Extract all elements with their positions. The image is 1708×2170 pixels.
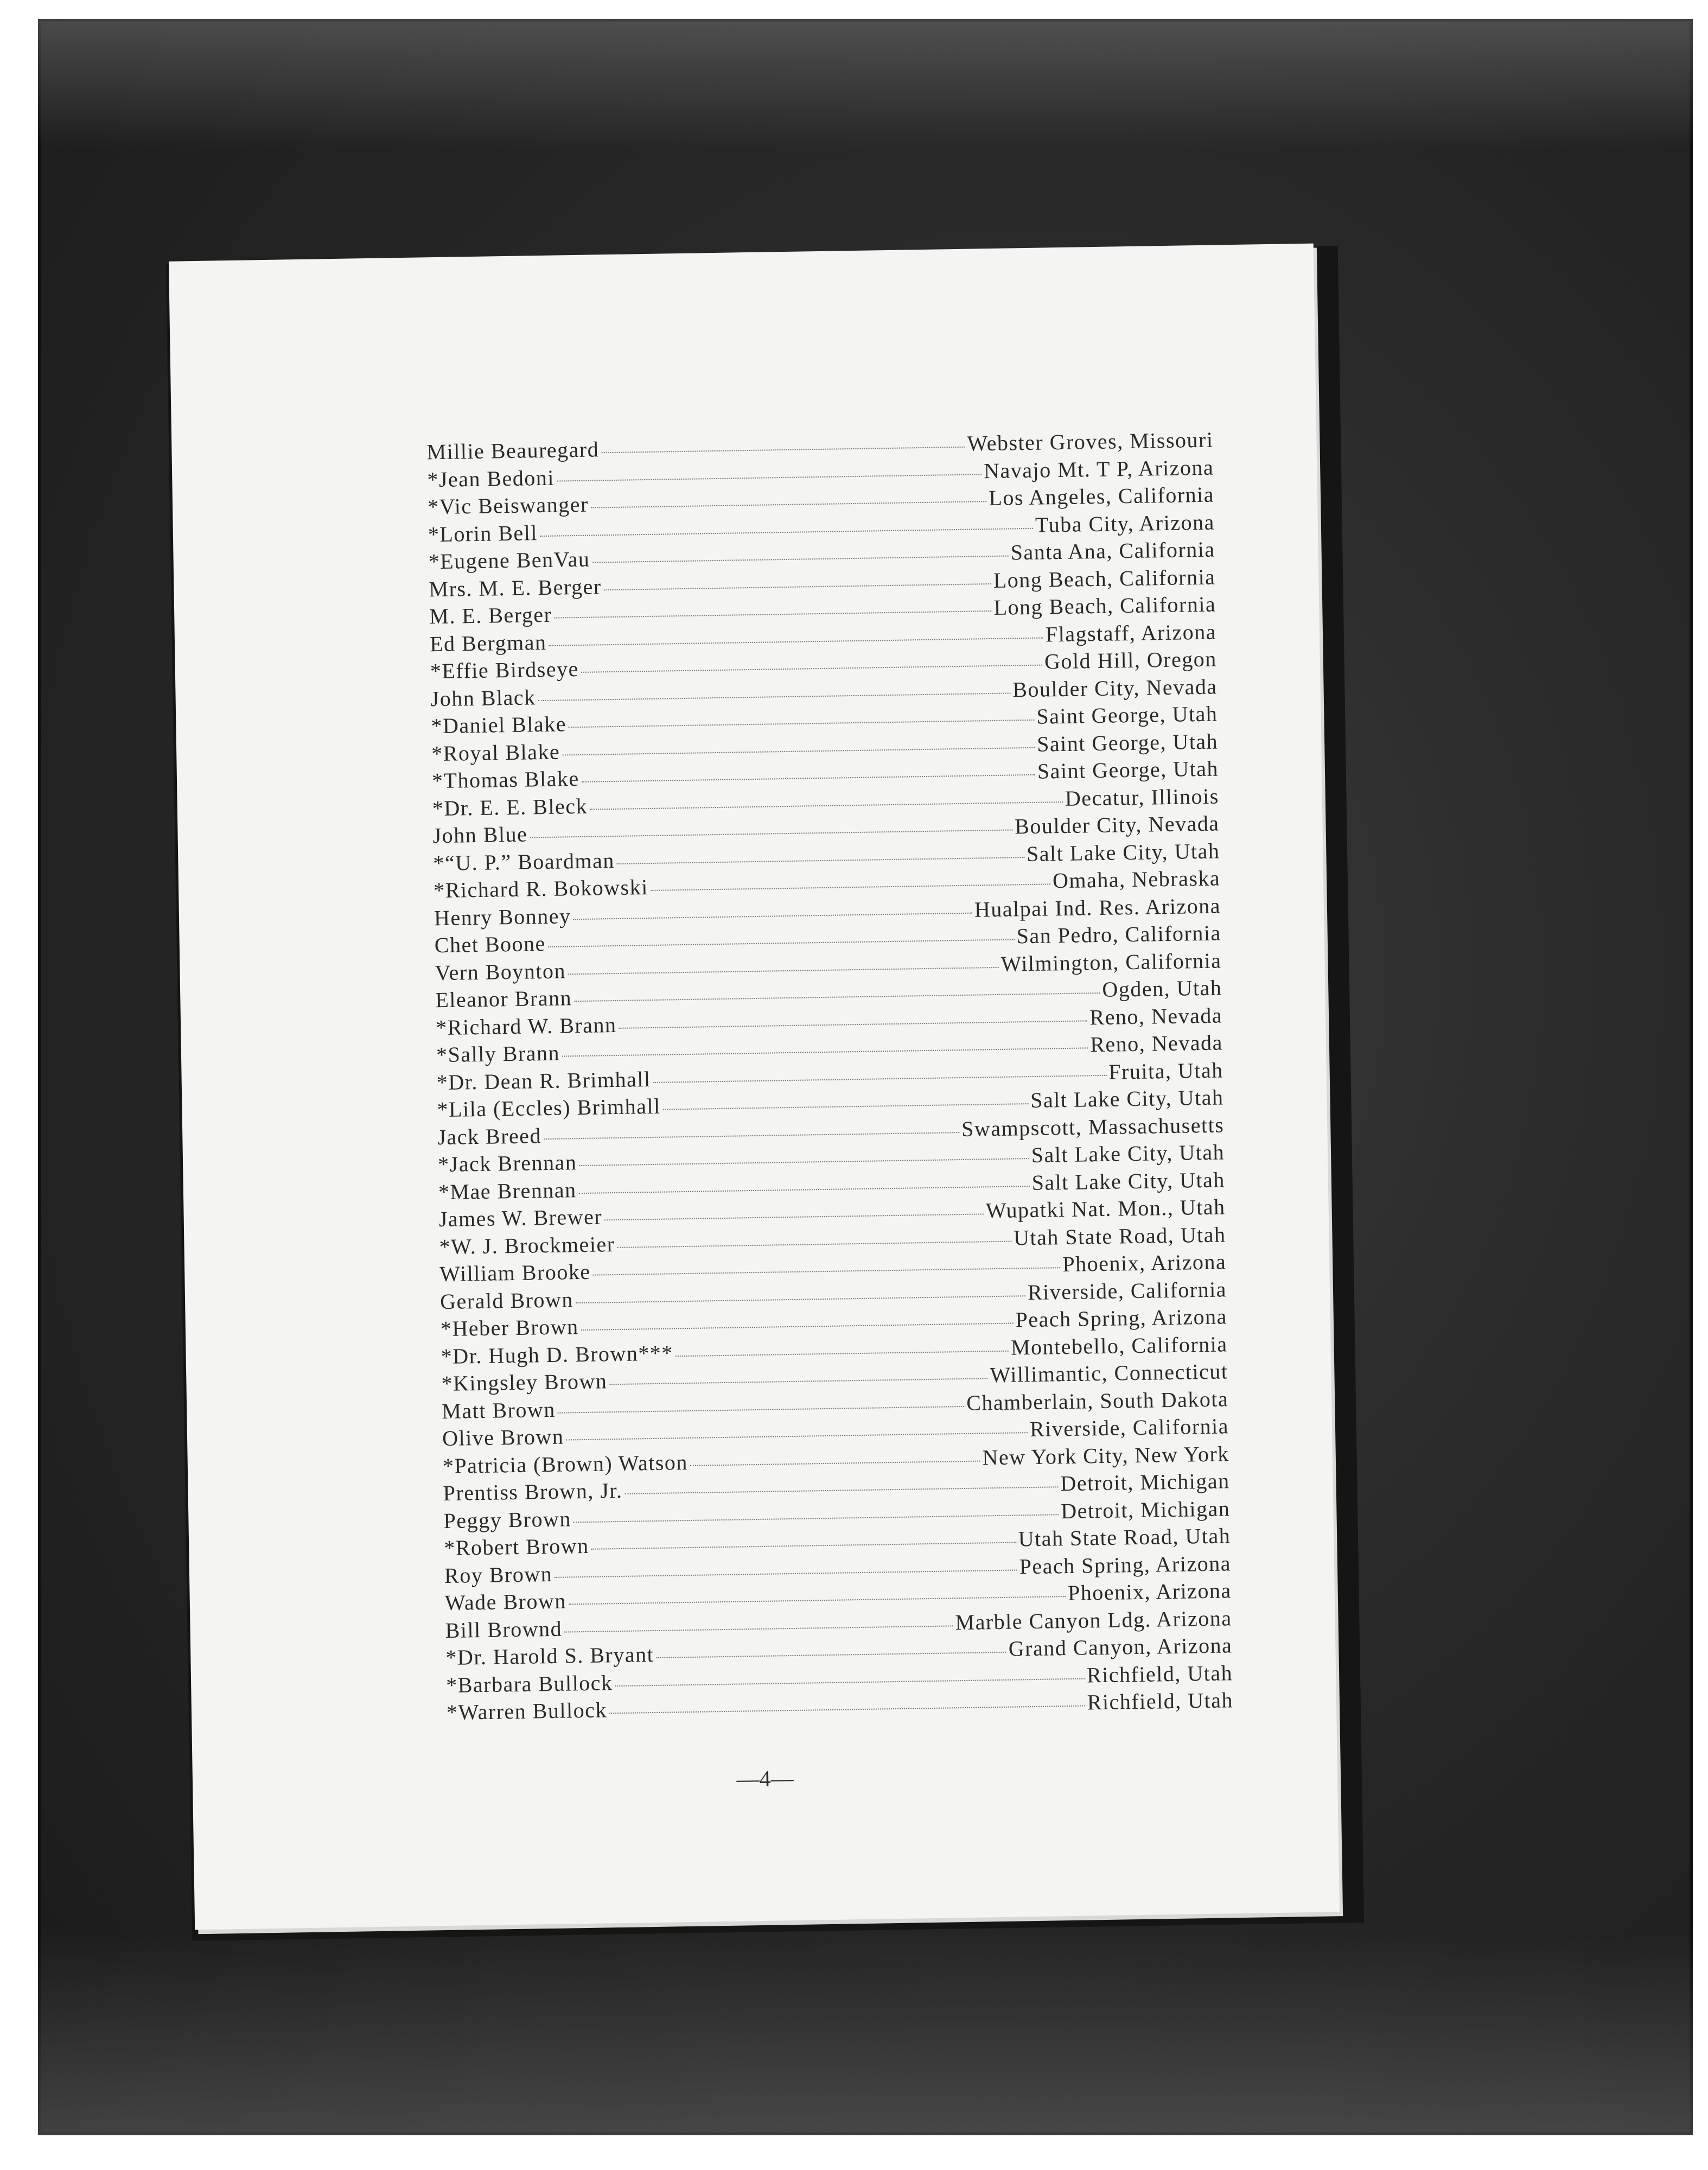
person-location: Utah State Road, Utah (1013, 1221, 1226, 1250)
person-location: Salt Lake City, Utah (1031, 1167, 1226, 1195)
person-name: *Royal Blake (431, 739, 560, 766)
person-location: Santa Ana, California (1010, 537, 1215, 565)
person-name: Eleanor Brann (435, 985, 572, 1013)
dot-leader (540, 527, 1033, 536)
dot-leader (573, 1514, 1059, 1523)
person-location: Grand Canyon, Arizona (1008, 1633, 1233, 1661)
dot-leader (617, 857, 1024, 864)
person-location: Phoenix, Arizona (1062, 1249, 1227, 1277)
person-location: Riverside, California (1029, 1414, 1229, 1442)
dot-leader (562, 747, 1035, 755)
dot-leader (549, 637, 1043, 646)
person-name: John Blue (432, 822, 528, 848)
dot-leader (619, 1020, 1087, 1029)
person-location: Gold Hill, Oregon (1044, 646, 1218, 674)
dot-leader (591, 1542, 1016, 1550)
person-location: Chamberlain, South Dakota (966, 1386, 1229, 1415)
person-location: Navajo Mt. T P, Arizona (983, 455, 1214, 483)
dot-leader (624, 1486, 1058, 1494)
person-name: *Daniel Blake (431, 711, 567, 739)
person-name: *Lila (Eccles) Brimhall (437, 1093, 661, 1122)
dot-leader (579, 1158, 1029, 1166)
dot-leader (544, 1132, 959, 1140)
dot-leader (581, 1323, 1014, 1331)
person-location: Montebello, California (1010, 1331, 1228, 1360)
person-name: Henry Bonney (434, 903, 571, 930)
person-name: *Jack Brennan (437, 1150, 577, 1177)
person-location: San Pedro, California (1016, 920, 1222, 949)
person-name: *“U. P.” Boardman (433, 848, 615, 875)
person-location: Webster Groves, Missouri (967, 427, 1214, 456)
dot-leader (609, 1378, 987, 1385)
dot-leader (617, 1240, 1012, 1248)
dot-leader (609, 1706, 1085, 1714)
person-name: *Eugene BenVau (428, 546, 590, 574)
person-name: *Richard W. Brann (435, 1012, 617, 1040)
person-location: Peach Spring, Arizona (1019, 1550, 1232, 1579)
person-location: Omaha, Nebraska (1052, 866, 1221, 893)
person-name: Vern Boynton (435, 958, 566, 985)
person-location: Reno, Nevada (1089, 1002, 1223, 1029)
person-name: John Black (430, 684, 536, 711)
person-name: *Dr. Hugh D. Brown*** (441, 1340, 674, 1369)
person-name: *Barbara Bullock (445, 1670, 613, 1697)
dot-leader (538, 692, 1011, 701)
dot-leader (591, 501, 987, 508)
person-name: Olive Brown (442, 1424, 564, 1451)
dot-leader (663, 1103, 1029, 1110)
dot-leader (604, 1213, 984, 1220)
dot-leader (568, 966, 999, 974)
person-name: *Richard R. Bokowski (433, 875, 649, 903)
person-location: Long Beach, California (993, 564, 1216, 593)
person-location: Flagstaff, Arizona (1045, 619, 1217, 646)
dot-leader (573, 912, 972, 920)
person-name: Chet Boone (434, 931, 546, 958)
person-location: Wilmington, California (1000, 947, 1222, 976)
person-name: Wade Brown (444, 1588, 567, 1615)
person-location: Decatur, Illinois (1065, 783, 1220, 811)
person-name: M. E. Berger (429, 602, 552, 629)
dot-leader (566, 1432, 1028, 1440)
dot-leader (581, 665, 1042, 673)
dot-leader (651, 883, 1050, 891)
dot-leader (590, 801, 1063, 810)
person-location: Ogden, Utah (1102, 975, 1222, 1002)
dot-leader (582, 774, 1035, 782)
person-location: Salt Lake City, Utah (1031, 1140, 1225, 1167)
person-name: Jack Breed (437, 1123, 542, 1149)
photo-bottom-edge (38, 1932, 1693, 2135)
person-name: *Dr. E. E. Bleck (432, 793, 588, 820)
dot-leader (558, 1405, 965, 1413)
dot-leader (569, 1596, 1066, 1605)
person-name: Ed Bergman (429, 629, 547, 656)
person-name: *Dr. Harold S. Bryant (445, 1642, 654, 1670)
person-location: Hualpai Ind. Res. Arizona (974, 893, 1221, 922)
dot-leader (604, 583, 991, 590)
person-location: Fruita, Utah (1108, 1057, 1223, 1084)
person-name: *Mae Brennan (438, 1177, 577, 1204)
person-location: Richfield, Utah (1086, 1660, 1233, 1688)
person-name: *Heber Brown (440, 1314, 579, 1341)
person-name: *Dr. Dean R. Brimhall (436, 1066, 651, 1094)
person-location: Saint George, Utah (1037, 756, 1219, 784)
photo-top-edge (38, 19, 1693, 149)
person-name: William Brooke (439, 1259, 591, 1287)
person-location: Tuba City, Arizona (1035, 510, 1215, 537)
dot-leader (615, 1678, 1085, 1687)
dot-leader (530, 829, 1012, 838)
name-place-list (426, 427, 1233, 1727)
person-location: Long Beach, California (993, 591, 1216, 620)
person-location: Marble Canyon Ldg. Arizona (955, 1605, 1232, 1634)
dot-leader (675, 1350, 1009, 1357)
person-name: *Vic Beiswanger (427, 492, 589, 519)
person-name: *Warren Bullock (446, 1697, 608, 1725)
person-name: *Lorin Bell (428, 520, 538, 546)
person-location: Utah State Road, Utah (1018, 1523, 1231, 1551)
dot-leader (576, 1295, 1025, 1303)
person-location: Salt Lake City, Utah (1026, 838, 1220, 866)
dot-leader (562, 1047, 1088, 1057)
person-location: Salt Lake City, Utah (1030, 1085, 1224, 1113)
person-name: Prentiss Brown, Jr. (443, 1478, 623, 1506)
dot-leader (555, 1569, 1017, 1577)
person-name: Bill Brownd (445, 1616, 563, 1643)
dot-leader (569, 720, 1035, 728)
dot-leader (548, 939, 1015, 947)
dot-leader (592, 556, 1008, 563)
person-location: Detroit, Michigan (1060, 1468, 1230, 1496)
person-location: Swampscott, Massachusetts (961, 1112, 1225, 1141)
page-number: —4— (736, 1766, 794, 1792)
person-location: Boulder City, Nevada (1012, 674, 1218, 702)
document-page (169, 244, 1340, 1930)
dot-leader (574, 992, 1100, 1002)
person-name: *W. J. Brockmeier (439, 1231, 615, 1259)
person-name: Millie Beauregard (426, 437, 600, 464)
person-location: Saint George, Utah (1036, 728, 1219, 756)
person-name: Peggy Brown (443, 1506, 572, 1533)
dot-leader (564, 1625, 953, 1632)
person-location: Peach Spring, Arizona (1015, 1304, 1228, 1332)
person-location: Los Angeles, California (989, 482, 1215, 511)
person-location: Richfield, Utah (1087, 1688, 1234, 1715)
person-location: Saint George, Utah (1036, 701, 1218, 729)
person-name: Matt Brown (441, 1397, 556, 1423)
dot-leader (593, 1267, 1061, 1276)
dot-leader (653, 1074, 1107, 1083)
person-name: *Sally Brann (436, 1040, 560, 1067)
person-location: Boulder City, Nevada (1014, 811, 1220, 839)
person-name: *Robert Brown (443, 1533, 589, 1561)
person-name: Gerald Brown (439, 1287, 574, 1314)
person-location: Detroit, Michigan (1060, 1496, 1231, 1523)
person-name: *Jean Bedoni (426, 465, 555, 492)
person-name: *Effie Birdseye (430, 656, 579, 684)
person-name: James W. Brewer (438, 1204, 603, 1232)
person-location: Willimantic, Connecticut (990, 1359, 1228, 1388)
person-location: Riverside, California (1027, 1276, 1227, 1304)
person-location: Wupatki Nat. Mon., Utah (985, 1194, 1226, 1223)
dot-leader (579, 1186, 1030, 1194)
person-name: *Thomas Blake (431, 766, 580, 793)
person-location: New York City, New York (982, 1441, 1230, 1469)
person-name: Roy Brown (444, 1561, 553, 1588)
person-name: Mrs. M. E. Berger (429, 574, 602, 601)
dot-leader (601, 447, 965, 454)
dot-leader (554, 610, 991, 619)
dot-leader (557, 474, 982, 481)
person-location: Reno, Nevada (1089, 1030, 1223, 1057)
person-location: Phoenix, Arizona (1067, 1578, 1232, 1606)
person-name: *Patricia (Brown) Watson (442, 1449, 689, 1478)
person-name: *Kingsley Brown (441, 1369, 608, 1396)
dot-leader (690, 1460, 980, 1466)
dot-leader (656, 1652, 1006, 1658)
